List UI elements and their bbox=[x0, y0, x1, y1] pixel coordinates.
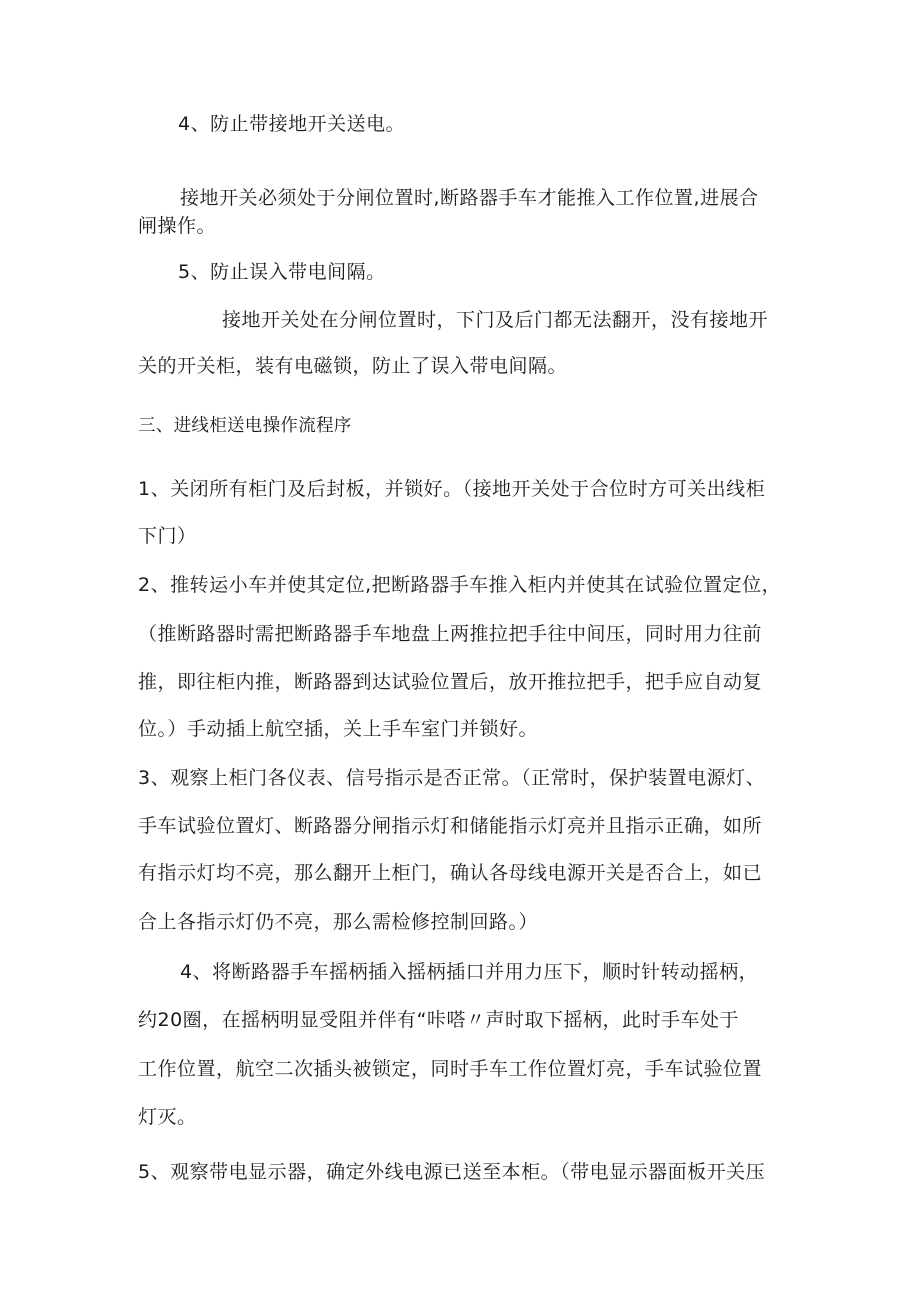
item5-interlock-line-1: 接地开关处在分闸位置时，下门及后门都无法翻开，没有接地开 bbox=[222, 309, 769, 331]
step2-line-3: 推，即往柜内推，断路器到达试验位置后，放开推拉把手，把手应自动复 bbox=[138, 671, 763, 693]
step2-line-4: 位。）手动插上航空插，关上手车室门并锁好。 bbox=[138, 718, 539, 740]
step3-line-4: 合上各指示灯仍不亮，那么需检修控制回路。） bbox=[138, 911, 539, 933]
item5-interlock-line-2: 关的开关柜，装有电磁锁，防止了误入带电间隔。 bbox=[138, 355, 568, 377]
step3-line-3: 有指示灯均不亮，那么翻开上柜门，确认各母线电源开关是否合上，如已 bbox=[138, 862, 763, 884]
step3-line-1: 3、观察上柜门各仪表、信号指示是否正常。（正常时，保护装置电源灯、 bbox=[138, 767, 766, 789]
section3-title: 三、进线柜送电操作流程序 bbox=[138, 416, 352, 436]
item4-interlock-line-1: 接地开关必须处于分闸位置时,断路器手车才能推入工作位置,进展合 bbox=[180, 187, 759, 209]
step4-line-2: 约20圈，在摇柄明显受阻并伴有“咔嗒〃声时取下摇柄，此时手车处于 bbox=[138, 1009, 740, 1031]
item5-interlock-heading: 5、防止误入带电间隔。 bbox=[178, 261, 386, 283]
step1-line-2: 下门） bbox=[138, 525, 197, 547]
step4-line-4: 灯灭。 bbox=[138, 1106, 197, 1128]
step4-line-3: 工作位置，航空二次插头被锁定，同时手车工作位置灯亮，手车试验位置 bbox=[138, 1058, 763, 1080]
step2-line-1: 2、推转运小车并使其定位,把断路器手车推入柜内并使其在试验位置定位， bbox=[138, 574, 782, 596]
step3-line-2: 手车试验位置灯、断路器分闸指示灯和储能指示灯亮并且指示正确，如所 bbox=[138, 815, 763, 837]
step1-line-1: 1、关闭所有柜门及后封板，并锁好。（接地开关处于合位时方可关出线柜 bbox=[138, 478, 766, 500]
item4-interlock-heading: 4、防止带接地开关送电。 bbox=[178, 113, 406, 135]
step4-line-1: 4、将断路器手车摇柄插入摇柄插口并用力压下，顺时针转动摇柄， bbox=[180, 961, 759, 983]
step2-line-2: （推断路器时需把断路器手车地盘上两推拉把手往中间压，同时用力往前 bbox=[138, 623, 763, 645]
step5-line-1: 5、观察带电显示器，确定外线电源已送至本柜。（带电显示器面板开关压 bbox=[138, 1161, 766, 1183]
item4-interlock-line-2: 闸操作。 bbox=[138, 215, 217, 237]
